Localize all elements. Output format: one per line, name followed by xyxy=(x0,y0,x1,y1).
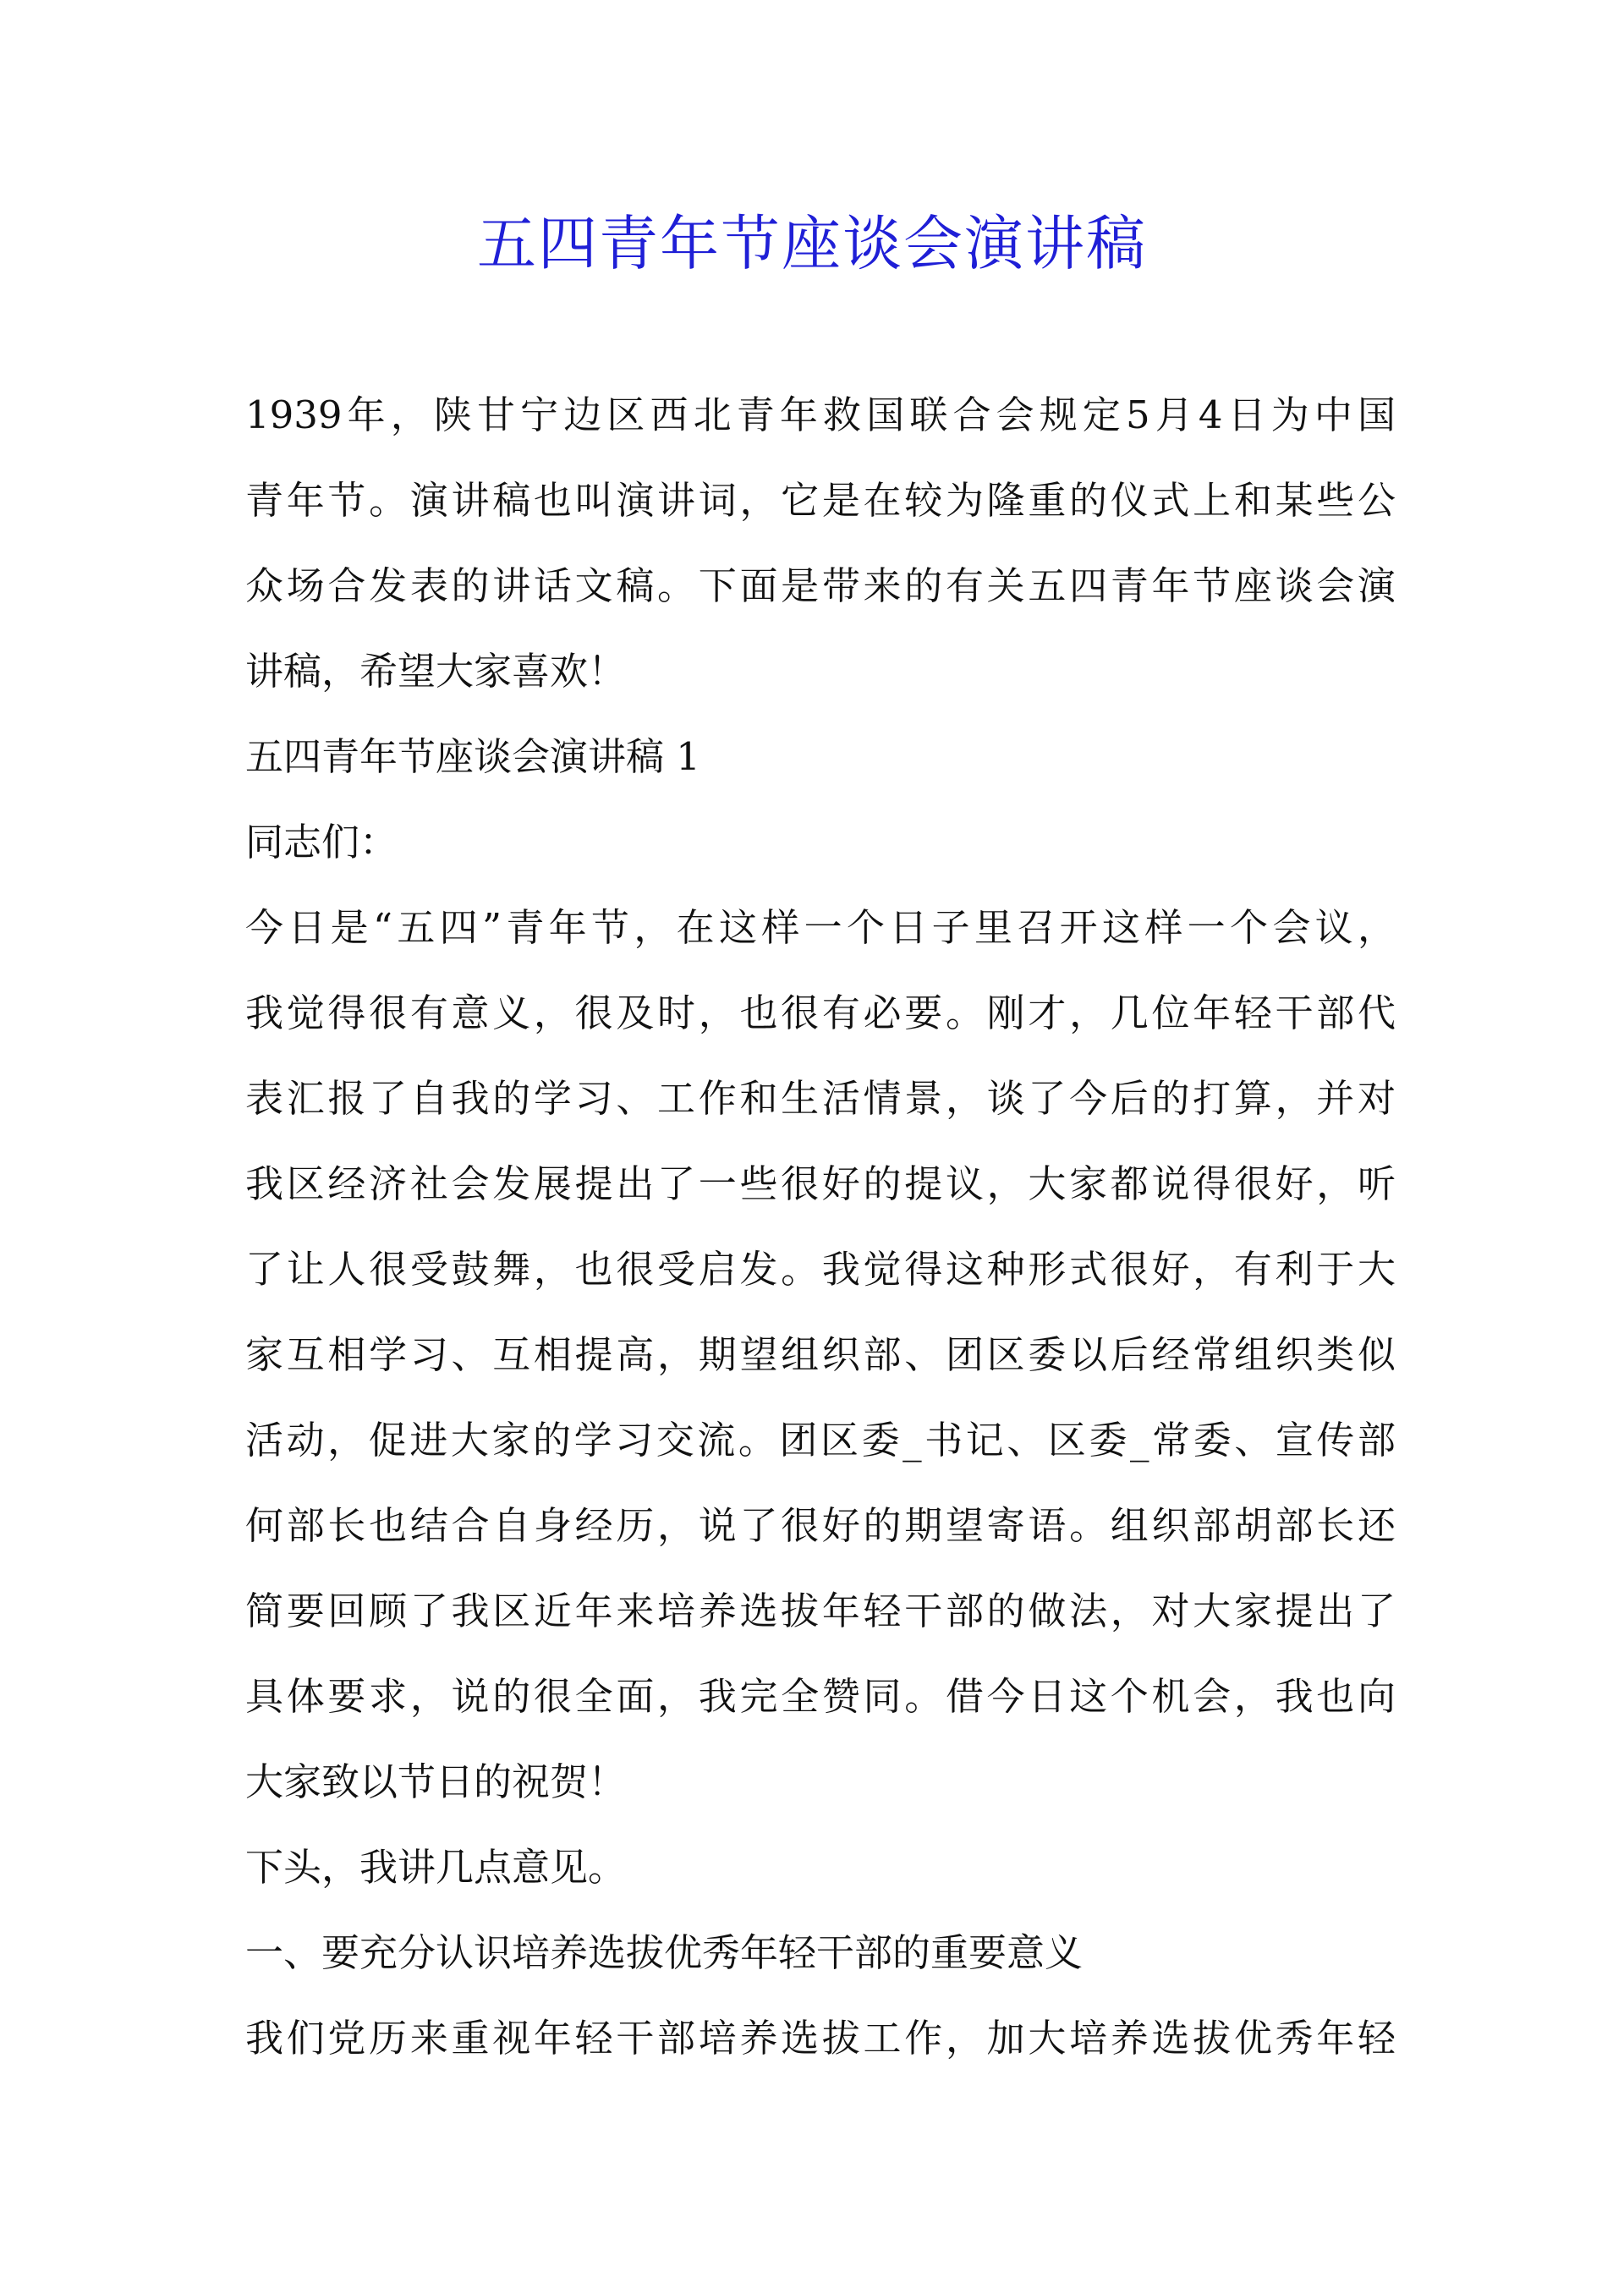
document-body xyxy=(245,372,1396,2081)
paragraph-line: 青年节。演讲稿也叫演讲词，它是在较为隆重的仪式上和某些公 xyxy=(245,478,1396,523)
paragraph-line: 表汇报了自我的学习、工作和生活情景，谈了今后的打算，并对 xyxy=(245,1076,1396,1121)
paragraph-line: 下头，我讲几点意见。 xyxy=(245,1845,627,1890)
document-title: 五四青年节座谈会演讲稿 xyxy=(477,209,1147,278)
paragraph-line: 今日是“五四”青年节，在这样一个日子里召开这样一个会议， xyxy=(245,905,1396,950)
paragraph-line: 何部长也结合自身经历，说了很好的期望寄语。组织部胡部长还 xyxy=(245,1503,1396,1548)
paragraph-line: 活动，促进大家的学习交流。团区委_书记、区委_常委、宣传部 xyxy=(245,1418,1396,1463)
salutation: 同志们： xyxy=(245,820,398,864)
paragraph-line: 我觉得很有意义，很及时，也很有必要。刚才，几位年轻干部代 xyxy=(245,991,1396,1035)
paragraph-line: 家互相学习、互相提高，期望组织部、团区委以后经常组织类似 xyxy=(245,1332,1396,1377)
paragraph-line: 我们党历来重视年轻干部培养选拔工作，加大培养选拔优秀年轻 xyxy=(245,2016,1396,2061)
paragraph-line: 大家致以节日的祝贺！ xyxy=(245,1759,627,1804)
paragraph-line: 具体要求，说的很全面，我完全赞同。借今日这个机会，我也向 xyxy=(245,1674,1396,1719)
paragraph-line: 了让人很受鼓舞，也很受启发。我觉得这种形式很好，有利于大 xyxy=(245,1247,1396,1292)
section-heading: 五四青年节座谈会演讲稿 1 xyxy=(245,734,700,779)
paragraph-line: 简要回顾了我区近年来培养选拔年轻干部的做法，对大家提出了 xyxy=(245,1589,1396,1633)
section-heading: 一、要充分认识培养选拔优秀年轻干部的重要意义 xyxy=(245,1930,1084,1975)
paragraph-line: 讲稿，希望大家喜欢！ xyxy=(245,649,627,694)
paragraph-line: 1939年，陕甘宁边区西北青年救国联合会规定5月4日为中国 xyxy=(245,392,1396,437)
paragraph-line: 众场合发表的讲话文稿。下面是带来的有关五四青年节座谈会演 xyxy=(245,563,1396,608)
paragraph-line: 我区经济社会发展提出了一些很好的提议，大家都说得很好，听 xyxy=(245,1161,1396,1206)
